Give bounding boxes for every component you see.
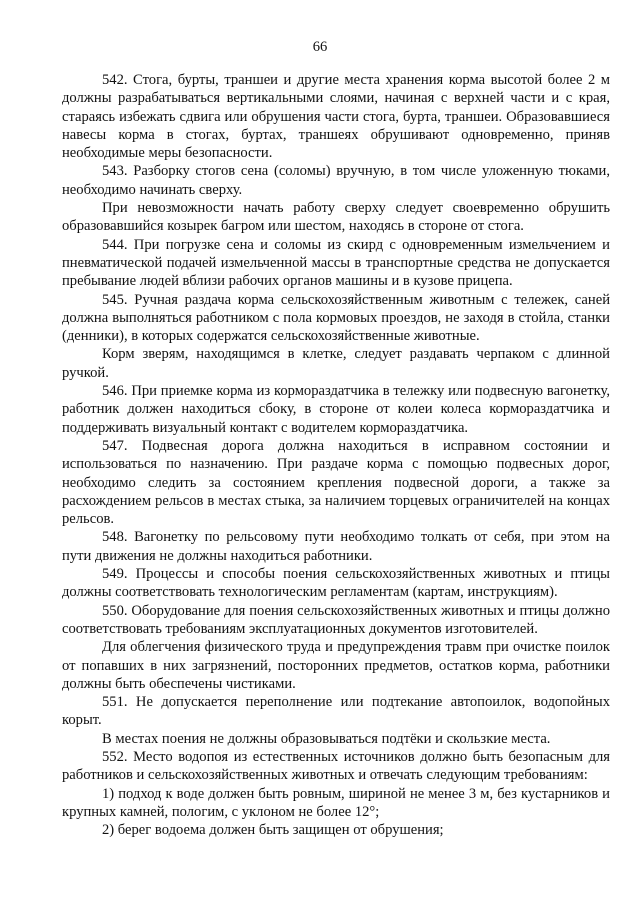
paragraph-551: 551. Не допускается переполнение или подтекание автопоилок, водопойных корыт. xyxy=(62,694,610,729)
paragraph-550: 550. Оборудование для поения сельскохозяйственных животных и птицы должно соответствовать требованиям эксплуатационных документов изготовителей. xyxy=(62,602,610,637)
paragraph-552: 552. Место водопоя из естественных источников должно быть безопасным для работников и сельскохозяйственных животных и отвечать следующим требованиям: xyxy=(62,748,610,784)
paragraph-550-note: Для облегчения физического труда и предупреждения травм при очистке поилок от попавших в них загрязнений, посторонних предметов, остатков корма, работники должны быть обеспечены чистиками. xyxy=(62,639,610,692)
paragraph-547: 547. Подвесная дорога должна находиться в исправном состоянии и использоваться по назначению. При раздаче корма с помощью подвесных дорог, необходимо следить за состоянием крепления подвесной дороги, а также за расхождением рельсов в местах стыка, за наличием торцевых ограничителей на концах рельсов. xyxy=(62,437,610,528)
paragraph-542: 542. Стога, бурты, траншеи и другие места хранения корма высотой более 2 м должны разрабатываться вертикальными слоями, начиная с верхней части и с края, стараясь избежать сдвига или обрушения части стога, бурта, траншеи. Образовавшиеся навесы корма в стогах, буртах, траншеях обрушивают одновременно, приняв необходимые меры безопасности. xyxy=(62,72,610,162)
paragraph-552-item-2: 2) берег водоема должен быть защищен от обрушения; xyxy=(102,822,444,839)
document-body xyxy=(62,71,610,839)
paragraph-544: 544. При погрузке сена и соломы из скирд с одновременным измельчением и пневматической подачей измельченной массы в транспортные средства не допускается пребывание людей вблизи рабочих органов машины и в кузове прицепа. xyxy=(62,236,610,290)
page-number: 66 xyxy=(312,39,328,55)
paragraph-543-note: При невозможности начать работу сверху следует своевременно обрушить образовавшийся козырек багром или шестом, находясь в стороне от стога. xyxy=(62,200,610,235)
paragraph-549: 549. Процессы и способы поения сельскохозяйственных животных и птицы должны соответствовать технологическим регламентам (картам, инструкциям). xyxy=(62,566,610,601)
paragraph-543: 543. Разборку стогов сена (соломы) вручную, в том числе уложенную тюками, необходимо начинать сверху. xyxy=(62,163,610,198)
paragraph-548: 548. Вагонетку по рельсовому пути необходимо толкать от себя, при этом на пути движения не должны находиться работники. xyxy=(62,529,610,564)
paragraph-551-note: В местах поения не должны образовываться подтёки и скользкие места. xyxy=(102,730,551,747)
paragraph-546: 546. При приемке корма из кормораздатчика в тележку или подвесную вагонетку, работник должен находиться сбоку, в стороне от колеи колеса кормораздатчика и поддерживать визуальный контакт с водителем кормораздатчика. xyxy=(62,383,610,436)
paragraph-545: 545. Ручная раздача корма сельскохозяйственным животным с тележек, саней должна выполняться работником с пола кормовых проездов, не заходя в стойла, станки (денники), в которых содержатся сельскохозяйственные животные. xyxy=(62,291,610,345)
paragraph-552-item-1: 1) подход к воде должен быть ровным, шириной не менее 3 м, без кустарников и крупных камней, пологим, с уклоном не более 12°; xyxy=(62,785,610,820)
paragraph-545-note: Корм зверям, находящимся в клетке, следует раздавать черпаком с длинной ручкой. xyxy=(62,346,610,381)
